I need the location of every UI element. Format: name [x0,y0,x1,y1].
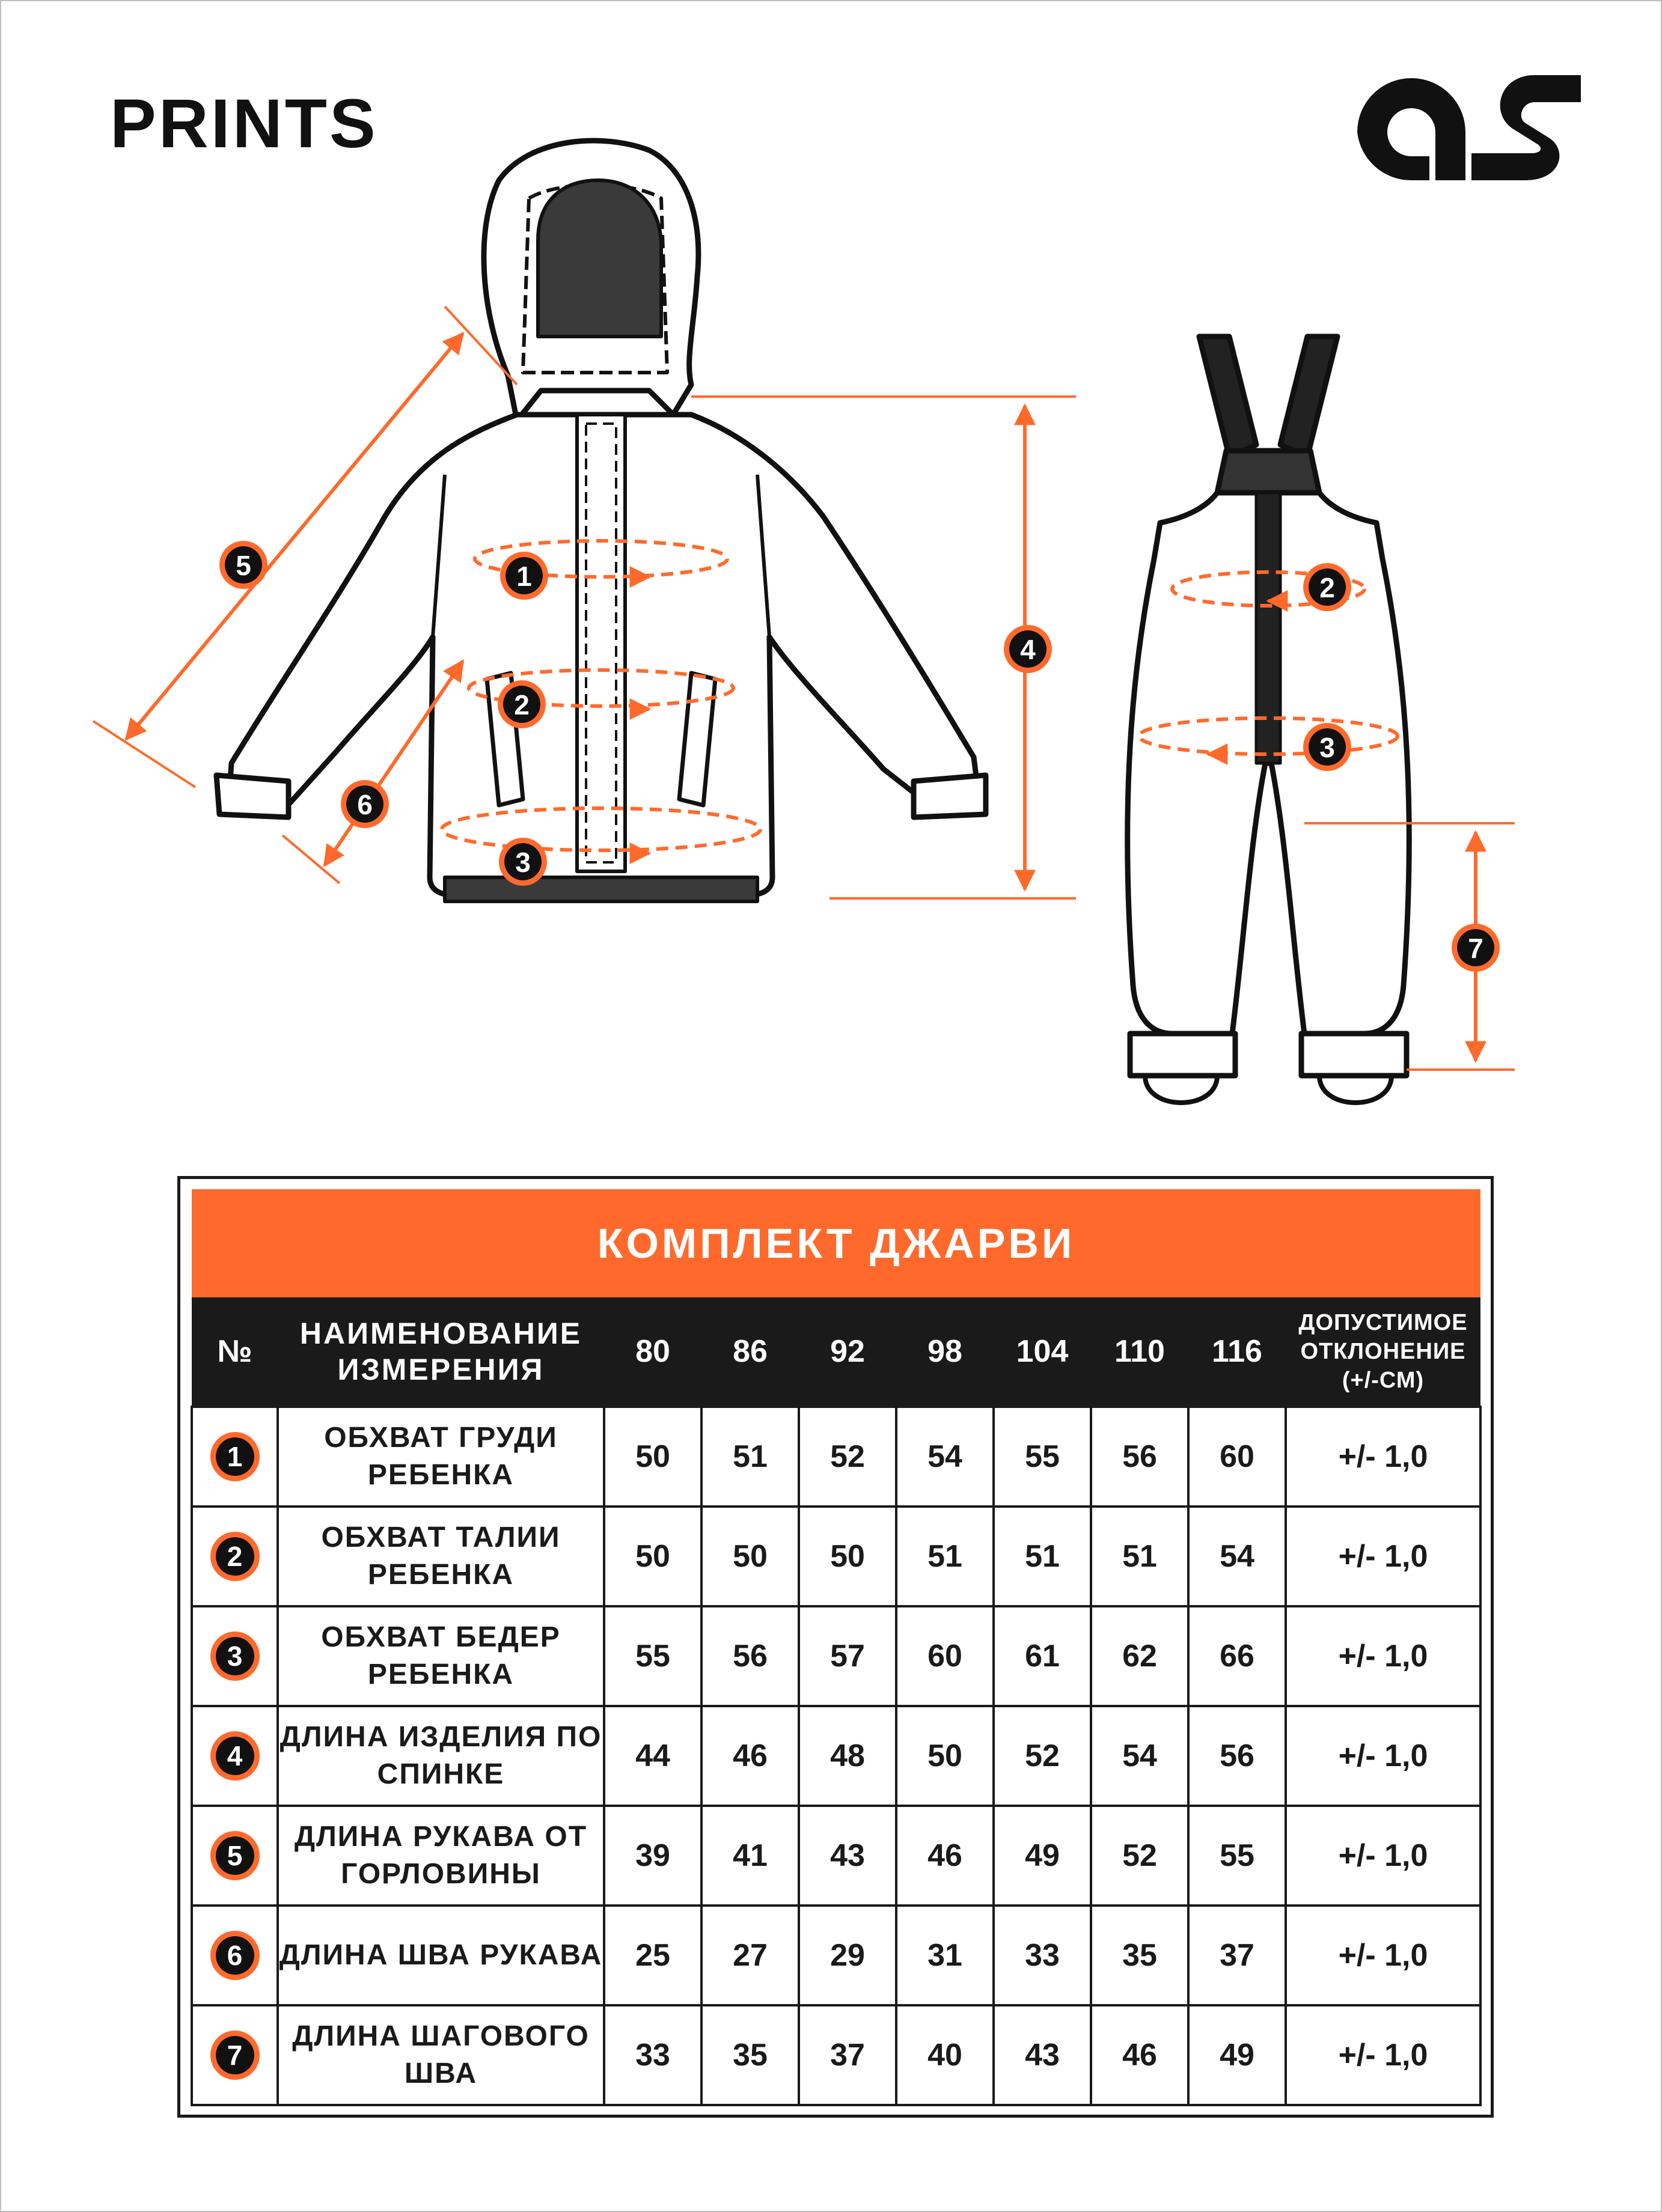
row-number-cell [192,1906,278,2005]
value-86: 46 [701,1706,799,1806]
header-size-80: 80 [604,1297,701,1407]
row-number-badge: 6 [210,1931,260,1980]
table-row [192,1806,1480,1906]
value-80: 25 [604,1906,701,2005]
measurement-name: ОБХВАТ БЕДЕР РЕБЕНКА [278,1606,604,1706]
value-116: 37 [1188,1906,1286,2005]
value-98: 50 [896,1706,994,1806]
value-80: 50 [604,1407,701,1507]
row-number-cell [192,1507,278,1606]
table-row [192,2005,1480,2105]
svg-text:6: 6 [357,789,373,820]
header-size-116: 116 [1188,1297,1286,1407]
value-116: 54 [1188,1507,1286,1606]
row-number-cell [192,2005,278,2105]
value-86: 35 [701,2005,799,2105]
measurement-name: ОБХВАТ ГРУДИ РЕБЕНКА [278,1407,604,1507]
value-98: 40 [896,2005,994,2105]
header-size-98: 98 [896,1297,994,1407]
row-number-badge: 2 [210,1532,260,1581]
marker-7 [1452,924,1500,972]
svg-text:3: 3 [515,847,531,878]
value-116: 55 [1188,1806,1286,1906]
marker-3-jacket [499,838,547,886]
tolerance-value: +/- 1,0 [1286,1407,1480,1507]
svg-text:7: 7 [1468,933,1483,964]
table-title: КОМПЛЕКТ ДЖАРВИ [192,1189,1480,1297]
value-104: 33 [994,1906,1091,2005]
row-number-badge: 1 [210,1432,260,1481]
marker-5 [219,541,267,589]
header-size-86: 86 [701,1297,799,1407]
value-104: 55 [994,1407,1091,1507]
row-number-badge: 3 [210,1632,260,1681]
size-table-frame [177,1176,1494,2118]
value-86: 50 [701,1507,799,1606]
row-number-cell [192,1407,278,1507]
value-92: 29 [799,1906,896,2005]
value-110: 46 [1091,2005,1188,2105]
value-92: 50 [799,1507,896,1606]
value-80: 55 [604,1606,701,1706]
row-number-cell [192,1806,278,1906]
tolerance-value: +/- 1,0 [1286,1507,1480,1606]
measurement-name: ДЛИНА РУКАВА ОТ ГОРЛОВИНЫ [278,1806,604,1906]
value-98: 46 [896,1806,994,1906]
page-title: PRINTS [110,85,378,162]
value-104: 61 [994,1606,1091,1706]
table-row [192,1906,1480,2005]
value-104: 43 [994,2005,1091,2105]
tolerance-value: +/- 1,0 [1286,1606,1480,1706]
header-size-104: 104 [994,1297,1091,1407]
header-size-110: 110 [1091,1297,1188,1407]
measurement-name: ДЛИНА ШАГОВОГО ШВА [278,2005,604,2105]
svg-text:2: 2 [514,689,530,721]
size-table [191,1189,1482,2106]
header-num: № [192,1297,278,1407]
row-number-badge: 5 [210,1831,260,1880]
value-92: 57 [799,1606,896,1706]
header-size-92: 92 [799,1297,896,1407]
tolerance-value: +/- 1,0 [1286,2005,1480,2105]
header-tolerance: ДОПУСТИМОЕ ОТКЛОНЕНИЕ (+/-СМ) [1286,1297,1480,1407]
svg-text:5: 5 [236,550,251,581]
value-98: 51 [896,1507,994,1606]
header-name: НАИМЕНОВАНИЕ ИЗМЕРЕНИЯ [278,1297,604,1407]
table-row [192,1706,1480,1806]
value-98: 31 [896,1906,994,2005]
value-86: 51 [701,1407,799,1507]
marker-2-jacket [498,680,546,728]
value-110: 35 [1091,1906,1188,2005]
value-110: 54 [1091,1706,1188,1806]
overalls-drawing [1128,337,1410,1103]
value-110: 62 [1091,1606,1188,1706]
value-104: 51 [994,1507,1091,1606]
value-116: 60 [1188,1407,1286,1507]
measurement-name: ДЛИНА ИЗДЕЛИЯ ПО СПИНКЕ [278,1706,604,1806]
value-92: 43 [799,1806,896,1906]
measurement-name: ОБХВАТ ТАЛИИ РЕБЕНКА [278,1507,604,1606]
value-116: 66 [1188,1606,1286,1706]
value-110: 52 [1091,1806,1188,1906]
value-86: 27 [701,1906,799,2005]
row-number-cell [192,1706,278,1806]
row-number-badge: 4 [210,1731,260,1781]
svg-text:3: 3 [1319,732,1335,763]
svg-text:2: 2 [1319,572,1335,603]
jacket-drawing [216,141,986,901]
row-number-badge: 7 [210,2031,260,2080]
value-80: 39 [604,1806,701,1906]
table-header-row [192,1297,1480,1407]
value-116: 56 [1188,1706,1286,1806]
table-row [192,1606,1480,1706]
svg-text:1: 1 [516,561,532,592]
value-110: 51 [1091,1507,1188,1606]
value-80: 44 [604,1706,701,1806]
svg-text:4: 4 [1020,634,1036,665]
value-80: 50 [604,1507,701,1606]
value-104: 49 [994,1806,1091,1906]
value-104: 52 [994,1706,1091,1806]
measurement-name: ДЛИНА ШВА РУКАВА [278,1906,604,2005]
value-92: 48 [799,1706,896,1806]
marker-6 [341,780,389,828]
value-92: 37 [799,2005,896,2105]
marker-2-overalls [1303,563,1351,611]
tolerance-value: +/- 1,0 [1286,1706,1480,1806]
value-116: 49 [1188,2005,1286,2105]
value-86: 41 [701,1806,799,1906]
value-86: 56 [701,1606,799,1706]
value-110: 56 [1091,1407,1188,1507]
value-98: 60 [896,1606,994,1706]
tolerance-value: +/- 1,0 [1286,1806,1480,1906]
marker-4 [1004,625,1052,673]
table-row [192,1507,1480,1606]
table-row [192,1407,1480,1507]
value-92: 52 [799,1407,896,1507]
row-number-cell [192,1606,278,1706]
marker-1-jacket [500,552,548,600]
value-98: 54 [896,1407,994,1507]
tolerance-value: +/- 1,0 [1286,1906,1480,2005]
marker-3-overalls [1303,723,1351,771]
value-80: 33 [604,2005,701,2105]
